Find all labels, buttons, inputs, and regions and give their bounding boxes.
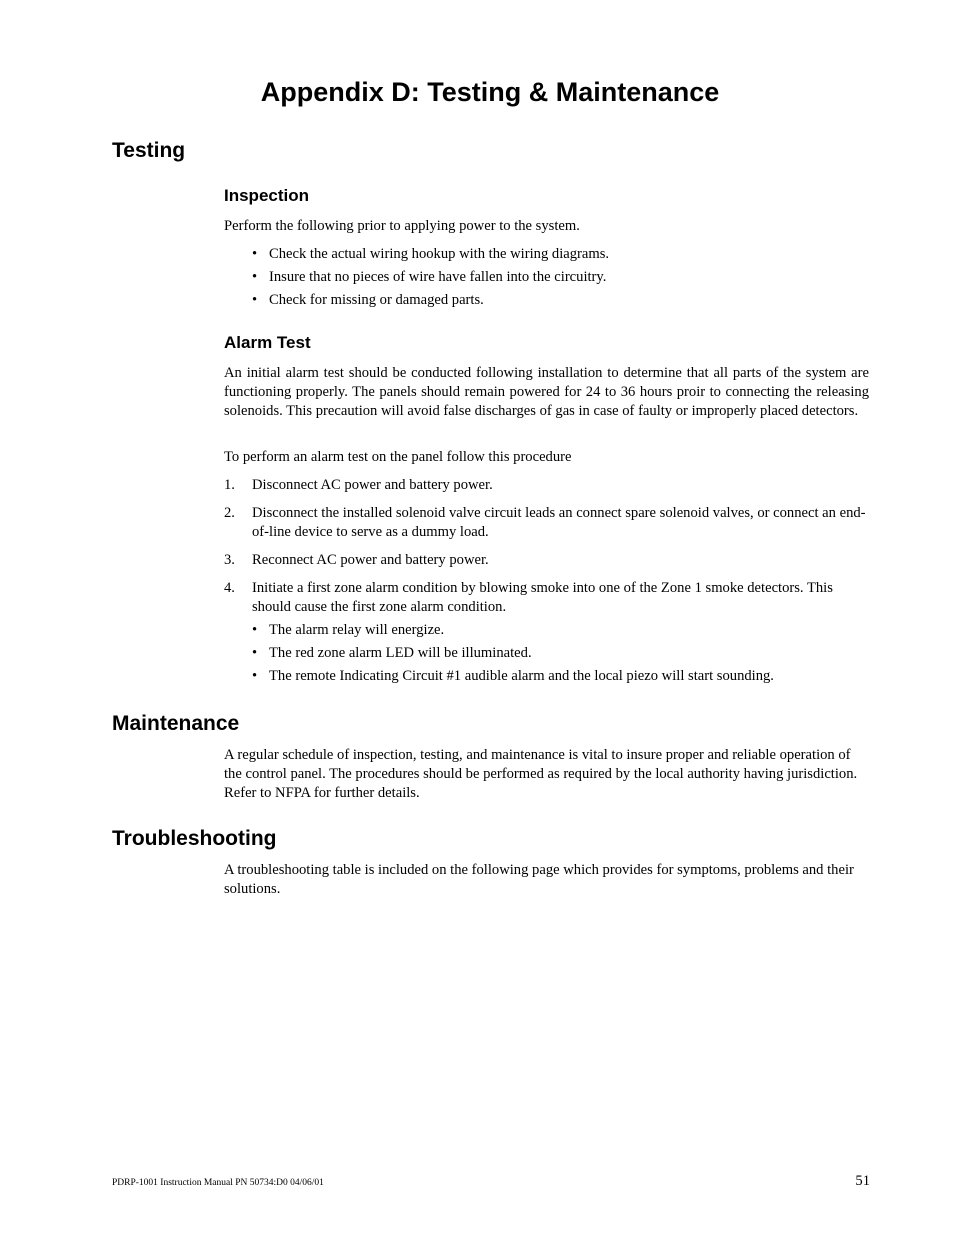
step-text: Disconnect AC power and battery power. xyxy=(252,477,493,493)
section-heading-maintenance: Maintenance xyxy=(112,712,240,735)
list-item xyxy=(224,504,869,542)
list-item xyxy=(224,579,869,617)
list-item xyxy=(224,551,869,570)
inspection-intro: Perform the following prior to applying power to the system. xyxy=(224,218,580,234)
footer-document-id: PDRP-1001 Instruction Manual PN 50734:D0 04/06/01 xyxy=(112,1178,324,1188)
step-text: Reconnect AC power and battery power. xyxy=(252,552,489,568)
section-heading-troubleshooting: Troubleshooting xyxy=(112,827,277,850)
list-item: • Insure that no pieces of wire have fallen into the circuitry. xyxy=(252,268,872,287)
procedure-intro: To perform an alarm test on the panel follow this procedure xyxy=(224,449,572,465)
step-number: 3. xyxy=(224,552,235,568)
alarm-test-paragraph: An initial alarm test should be conducted following installation to determine that all parts of the system are functioning properly. The panels should remain powered for 24 to 36 hours proir to connecting the releasing solenoids. This precaution will avoid false discharges of gas in case of faulty or improperly placed detectors. xyxy=(224,365,869,419)
maintenance-paragraph: A regular schedule of inspection, testing, and maintenance is vital to insure proper and reliable operation of the control panel. The procedures should be performed as required by the local authority having jurisdiction. Refer to NFPA for further details. xyxy=(224,747,858,801)
step-text: Disconnect the installed solenoid valve circuit leads an connect spare solenoid valves, or connect an end-of-line device to serve as a dummy load. xyxy=(252,505,866,540)
result-bullet-list xyxy=(252,621,872,686)
subsection-heading-inspection: Inspection xyxy=(224,186,310,205)
step-number: 4. xyxy=(224,580,235,596)
subsection-heading-alarm-test: Alarm Test xyxy=(224,333,311,352)
inspection-bullet-list xyxy=(252,245,872,310)
list-item xyxy=(224,476,869,495)
step-number: 1. xyxy=(224,477,235,493)
list-item: • Check for missing or damaged parts. xyxy=(252,291,872,310)
step-text: Initiate a first zone alarm condition by blowing smoke into one of the Zone 1 smoke detectors. This should cause the first zone alarm condition. xyxy=(252,580,833,615)
list-item: • The alarm relay will energize. xyxy=(252,621,872,640)
troubleshooting-paragraph: A troubleshooting table is included on the following page which provides for symptoms, problems and their solutions. xyxy=(224,862,854,897)
step-number: 2. xyxy=(224,505,235,521)
page-title: Appendix D: Testing & Maintenance xyxy=(260,77,720,107)
list-item: • The red zone alarm LED will be illuminated. xyxy=(252,644,872,663)
page-number: 51 xyxy=(855,1173,870,1189)
list-item: • Check the actual wiring hookup with the wiring diagrams. xyxy=(252,245,872,264)
section-heading-testing: Testing xyxy=(112,139,186,162)
list-item: • The remote Indicating Circuit #1 audible alarm and the local piezo will start sounding. xyxy=(252,667,872,686)
procedure-step-list xyxy=(224,476,869,617)
